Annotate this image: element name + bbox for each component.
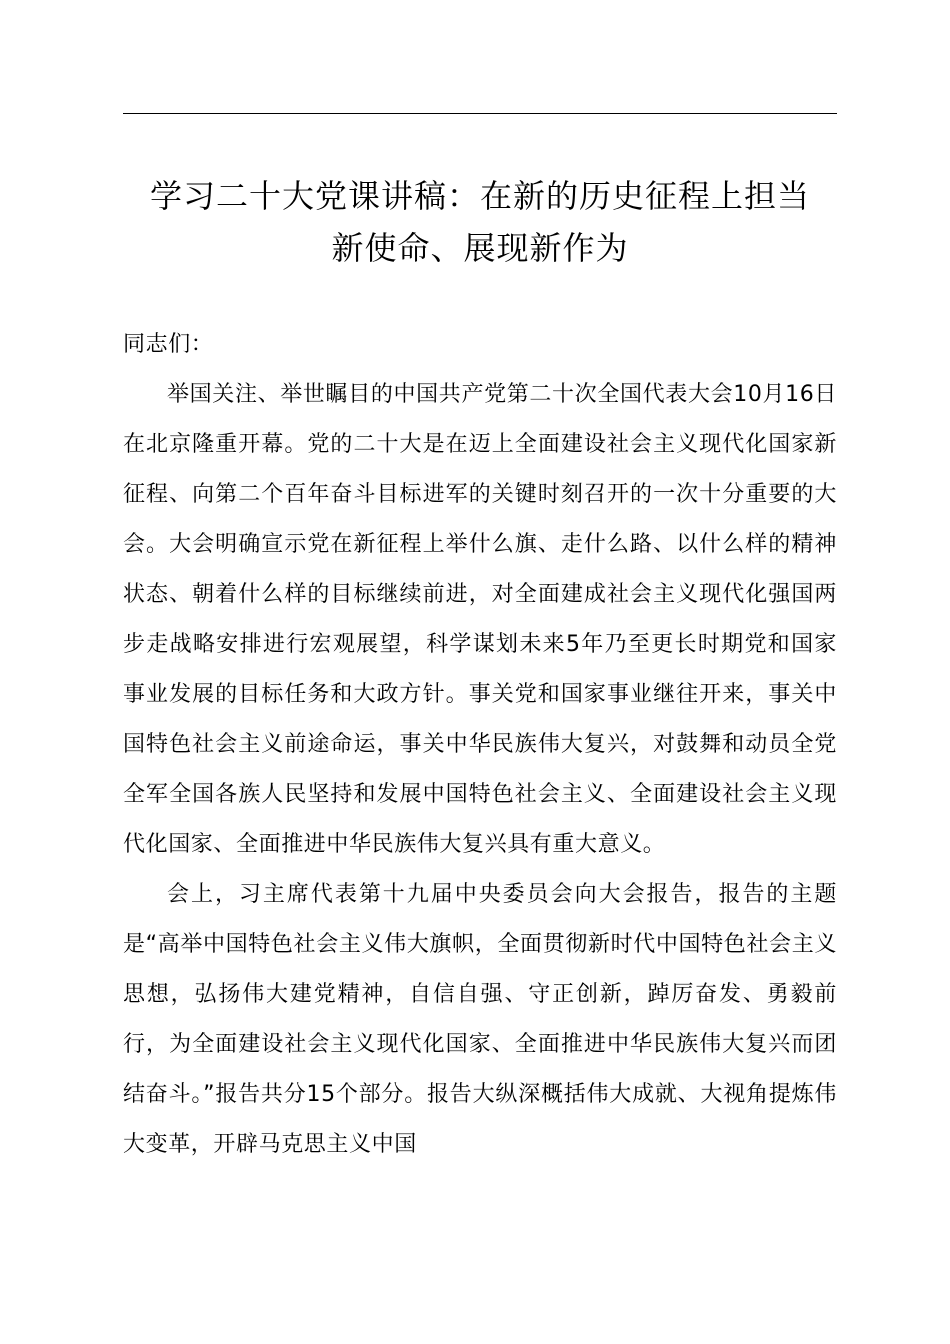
paragraph: 举国关注、举世瞩目的中国共产党第二十次全国代表大会10月16日在北京隆重开幕。党的二十大是在迈上全面建设社会主义现代化国家新征程、向第二个百年奋斗目标进军的关键时刻召开的一次十分重要的大会。大会明确宣示党在新征程上举什么旗、走什么路、以什么样的精神状态、朝着什么样的目标继续前进，对全面建成社会主义现代化强国两步走战略安排进行宏观展望，科学谋划未来5年乃至更长时期党和国家事业发展的目标任务和大政方针。事关党和国家事业继往开来，事关中国特色社会主义前途命运，事关中华民族伟大复兴，对鼓舞和动员全党全军全国各族人民坚持和发展中国特色社会主义、全面建设社会主义现代化国家、全面推进中华民族伟大复兴具有重大意义。 bbox=[123, 382, 837, 857]
title-line-2: 新使命、展现新作为 bbox=[331, 229, 629, 267]
document-body bbox=[123, 320, 837, 1170]
title-line-1: 学习二十大党课讲稿：在新的历史征程上担当 bbox=[149, 177, 810, 215]
document-title bbox=[110, 170, 850, 274]
header-rule bbox=[123, 113, 837, 114]
salutation: 同志们： bbox=[123, 332, 214, 357]
paragraph: 会上，习主席代表第十九届中央委员会向大会报告，报告的主题是“高举中国特色社会主义伟大旗帜，全面贯彻新时代中国特色社会主义思想，弘扬伟大建党精神，自信自强、守正创新，踔厉奋发、勇毅前行，为全面建设社会主义现代化国家、全面推进中华民族伟大复兴而团结奋斗。”报告共分15个部分。报告大纵深概括伟大成就、大视角提炼伟大变革，开辟马克思主义中国 bbox=[123, 882, 837, 1157]
